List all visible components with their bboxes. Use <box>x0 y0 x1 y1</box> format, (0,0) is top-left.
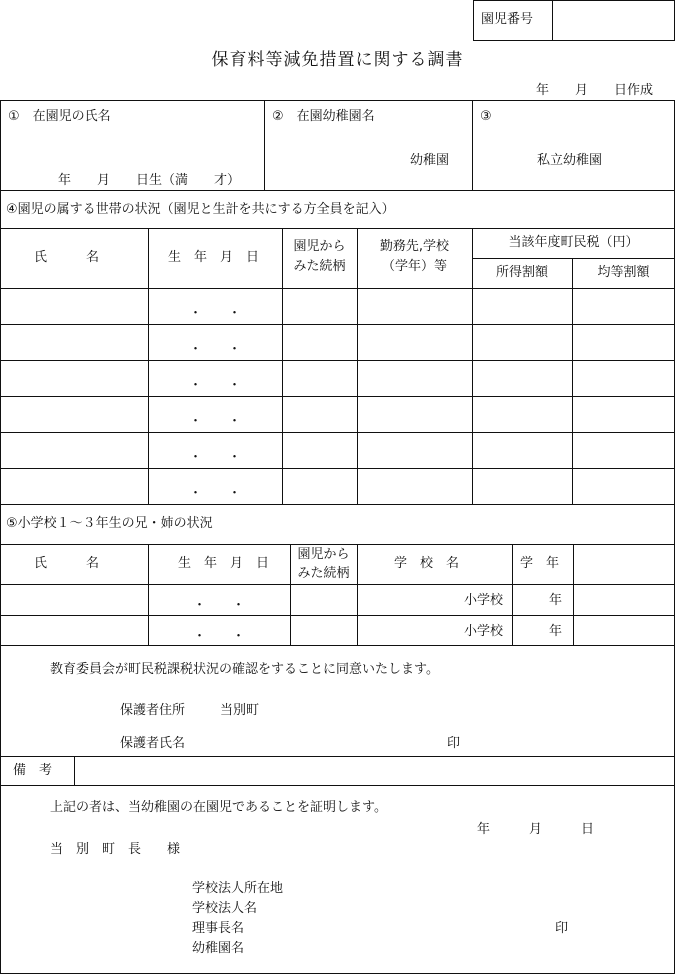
col-name-header: 氏 名 <box>34 250 100 265</box>
corp-address-label: 学校法人所在地 <box>192 881 284 896</box>
child-id-field[interactable] <box>554 2 672 38</box>
guardian-name-label: 保護者氏名 <box>120 736 186 751</box>
col-work-header-2: （学年）等 <box>381 259 447 274</box>
sibling-col-grade-header: 学 年 <box>520 556 560 571</box>
household-row-3-birth[interactable]: ・ ・ <box>188 378 241 393</box>
child-name-field[interactable] <box>2 128 262 168</box>
certification-date: 年 月 日 <box>477 822 595 837</box>
corp-name-label: 学校法人名 <box>192 901 258 916</box>
col-equal-tax-header: 均等割額 <box>597 265 650 280</box>
sibling-row-1-grade-suffix: 年 <box>549 593 563 608</box>
section4-title: ④園児の属する世帯の状況（園児と生計を共にする方全員を記入） <box>6 202 395 217</box>
household-row-6-birth[interactable]: ・ ・ <box>188 486 241 501</box>
document-title: 保育料等減免措置に関する調書 <box>211 50 464 70</box>
household-row-5-birth[interactable]: ・ ・ <box>188 450 241 465</box>
created-date: 年 月 日作成 <box>536 83 654 98</box>
kindergarten-name-label: 幼稚園名 <box>192 941 245 956</box>
household-row-4-birth[interactable]: ・ ・ <box>188 414 241 429</box>
guardian-seal: 印 <box>447 736 461 751</box>
col-relation-header-2: みた続柄 <box>293 259 346 274</box>
col-birth-header: 生 年 月 日 <box>168 250 260 265</box>
household-row-1-birth[interactable]: ・ ・ <box>188 306 241 321</box>
addressee: 当 別 町 長 様 <box>50 842 181 857</box>
certification-text: 上記の者は、当幼稚園の在園児であることを証明します。 <box>50 800 387 815</box>
sibling-row-2-birth[interactable]: ・ ・ <box>192 629 245 644</box>
director-label: 理事長名 <box>192 921 245 936</box>
sibling-col-school-header: 学 校 名 <box>394 556 460 571</box>
section5-title: ⑤小学校１～３年生の兄・姉の状況 <box>6 516 213 531</box>
remarks-label: 備 考 <box>13 763 53 778</box>
section3-label: ③ <box>480 109 492 124</box>
child-id-label: 園児番号 <box>481 12 534 27</box>
consent-text: 教育委員会が町民税課税状況の確認をすることに同意いたします。 <box>50 662 439 677</box>
col-tax-header: 当該年度町民税（円） <box>508 235 639 250</box>
section2-label: ② 在園幼稚園名 <box>272 109 375 124</box>
kindergarten-suffix: 幼稚園 <box>410 153 450 168</box>
household-row-2-birth[interactable]: ・ ・ <box>188 342 241 357</box>
sibling-col-birth-header: 生 年 月 日 <box>178 556 270 571</box>
remarks-field[interactable] <box>76 758 672 784</box>
col-income-tax-header: 所得割額 <box>495 265 548 280</box>
sibling-row-1-birth[interactable]: ・ ・ <box>192 598 245 613</box>
sibling-row-2-school-suffix: 小学校 <box>464 624 504 639</box>
guardian-address-value[interactable]: 当別町 <box>220 703 260 718</box>
guardian-address-label: 保護者住所 <box>120 703 186 718</box>
sibling-col-relation-header-2: みた続柄 <box>297 566 350 581</box>
col-work-header: 勤務先,学校 <box>379 239 450 254</box>
director-seal: 印 <box>555 921 569 936</box>
child-birth-date: 年 月 日生（満 才） <box>58 173 241 188</box>
section1-label: ① 在園児の氏名 <box>8 109 111 124</box>
sibling-row-2-grade-suffix: 年 <box>549 624 563 639</box>
private-kindergarten-suffix: 私立幼稚園 <box>537 153 603 168</box>
sibling-row-1-school-suffix: 小学校 <box>464 593 504 608</box>
col-relation-header: 園児から <box>293 239 346 254</box>
sibling-col-name-header: 氏 名 <box>34 556 100 571</box>
sibling-col-relation-header: 園児から <box>297 547 350 562</box>
